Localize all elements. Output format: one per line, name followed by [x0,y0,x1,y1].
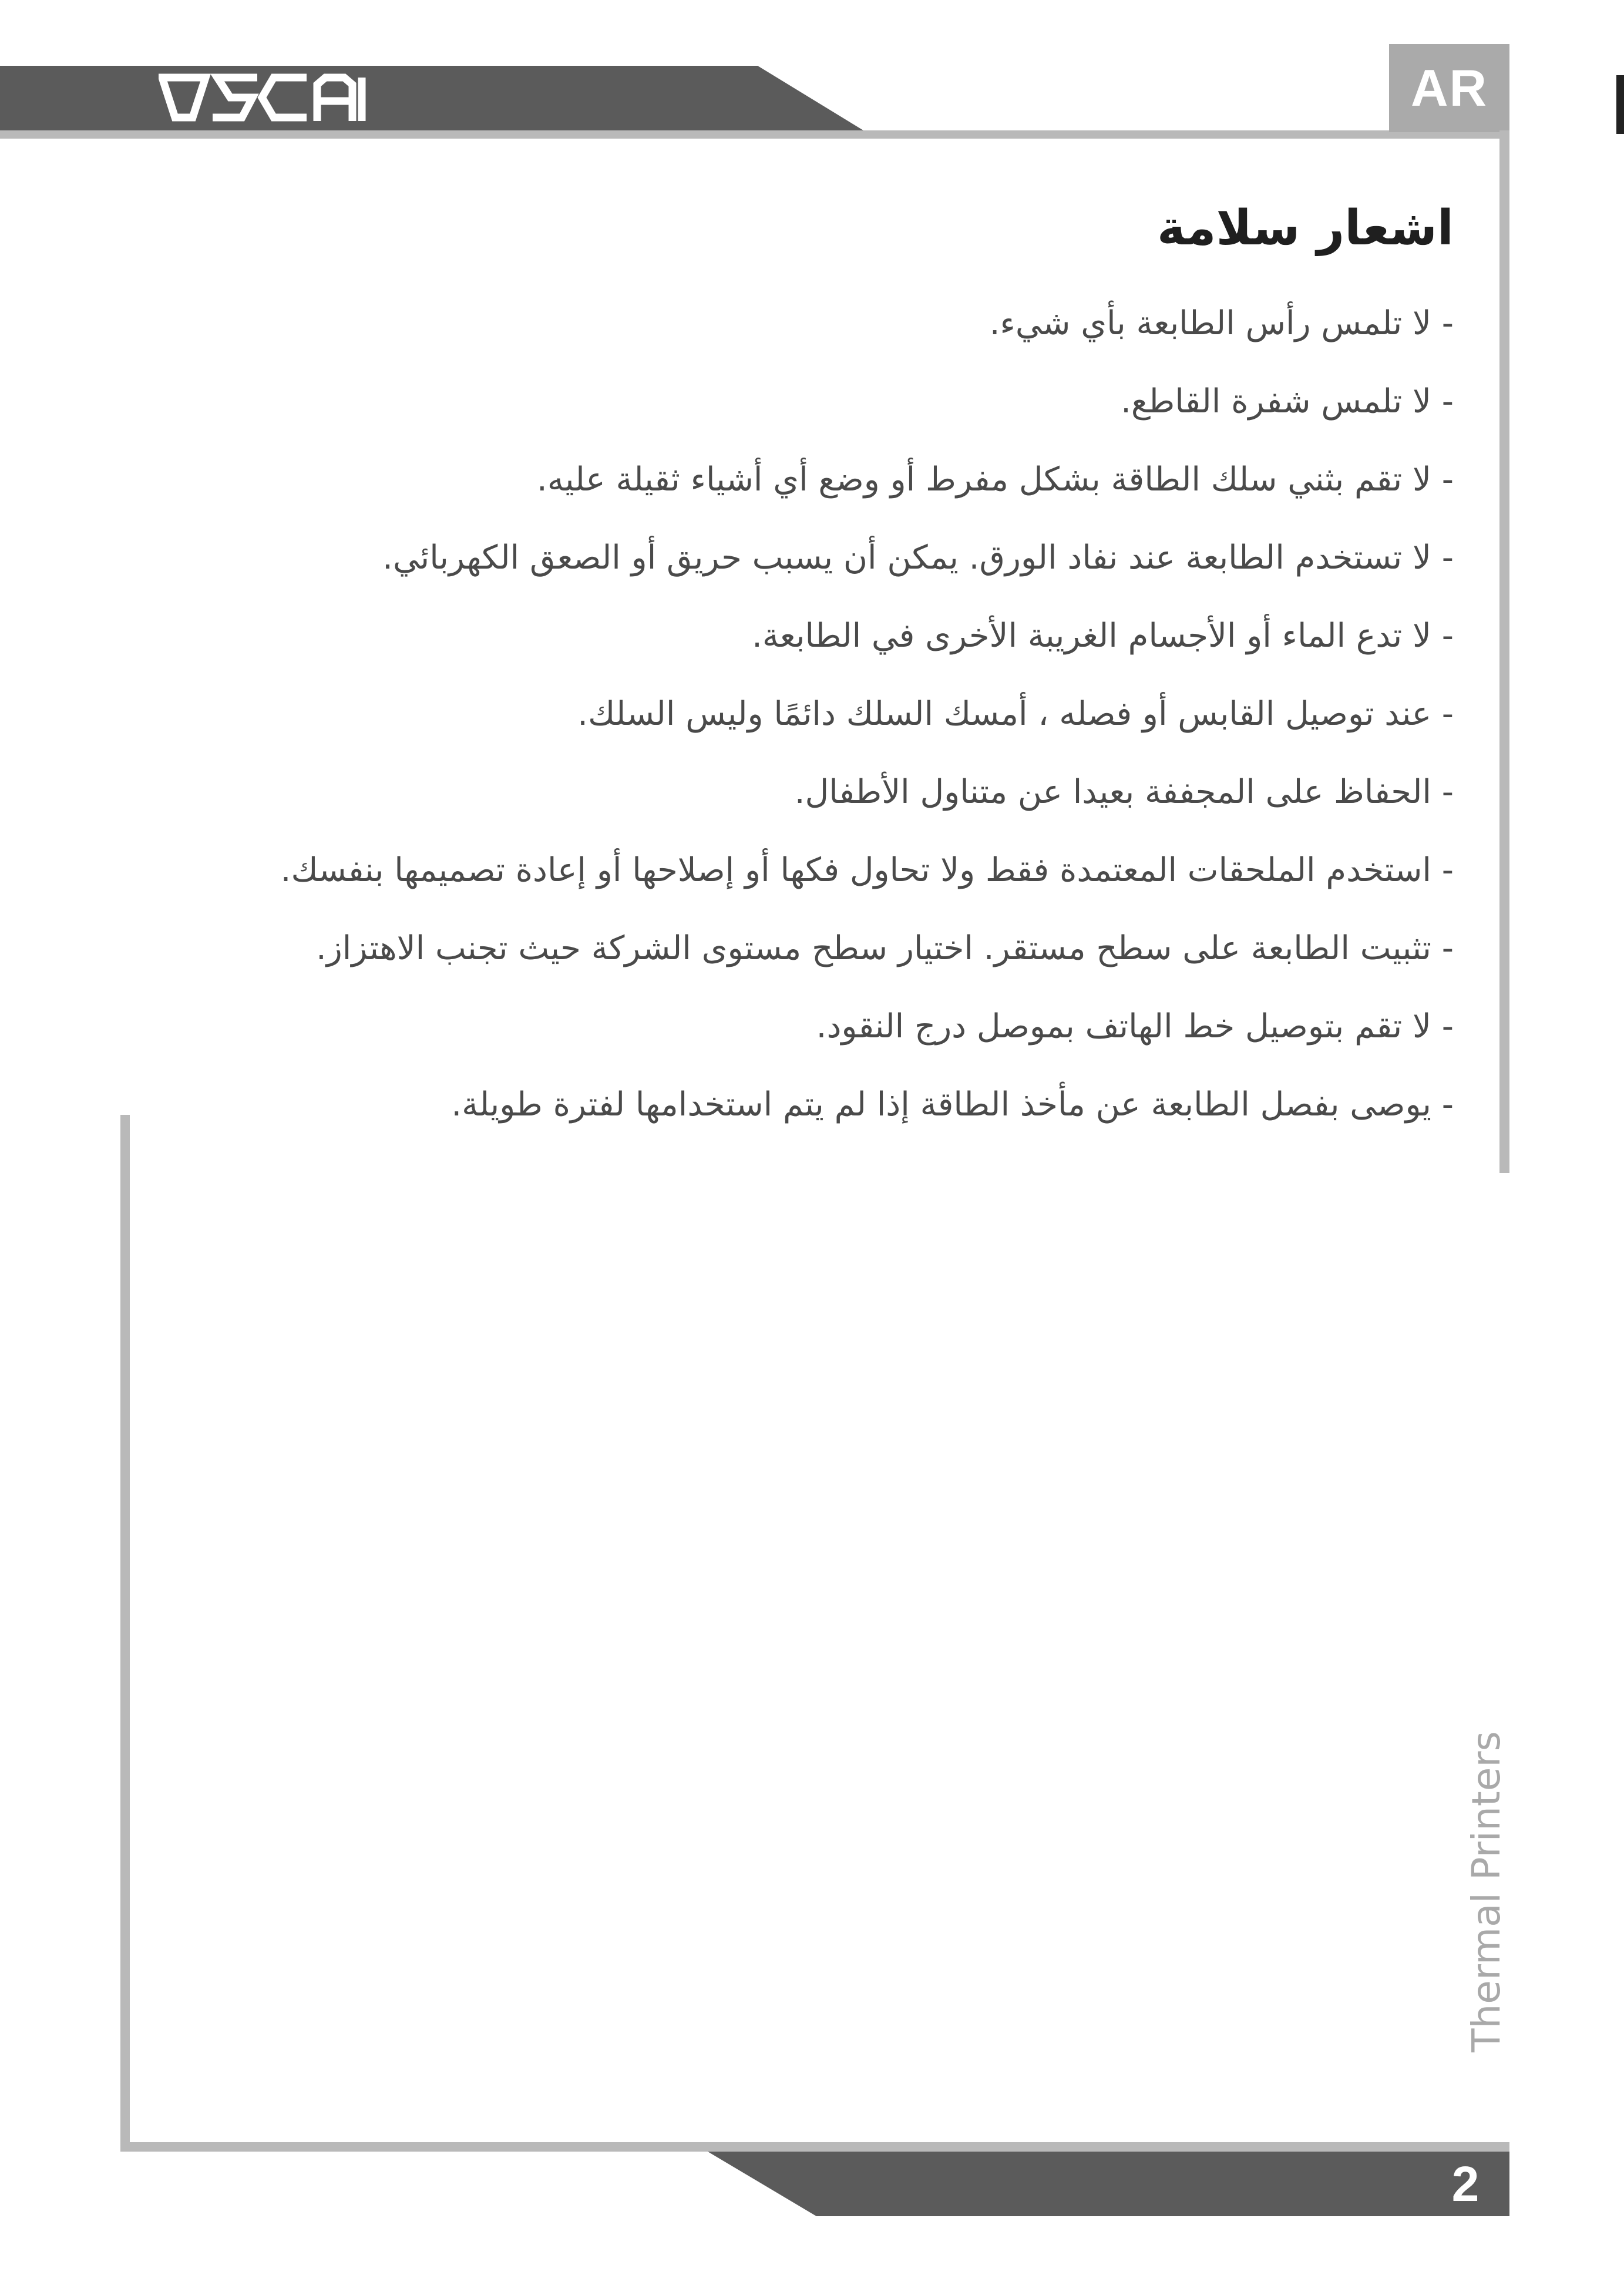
list-item: - لا تلمس شفرة القاطع. [1121,382,1454,421]
side-label [1451,1715,1521,2068]
right-frame-rule [1499,130,1509,1173]
list-item: - لا تدع الماء أو الأجسام الغريبة الأخرى في الطابعة. [752,617,1454,656]
safety-notice-section [176,200,1454,1144]
side-label-text: Thermal Printers [1463,1730,1509,2052]
list-item: - تثبيت الطابعة على سطح مستقر. اختيار سطح مستوى الشركة حيث تجنب الاهتزاز. [315,929,1454,968]
edge-mark [1616,75,1624,134]
list-item: - لا تقم بثني سلك الطاقة بشكل مفرط أو وضع أي أشياء ثقيلة عليه. [537,461,1454,499]
header-band [0,66,863,130]
list-item: - لا تستخدم الطابعة عند نفاد الورق. يمكن أن يسبب حريق أو الصعق الكهربائي. [382,539,1454,577]
footer-band [708,2152,1509,2216]
oscar-logo [159,70,370,125]
page-title: اشعار سلامة [1157,200,1454,256]
list-item: - لا تقم بتوصيل خط الهاتف بموصل درج النقود. [816,1007,1454,1046]
language-badge: AR [1389,44,1509,132]
list-item: - استخدم الملحقات المعتمدة فقط ولا تحاول فكها أو إصلاحها أو إعادة تصميمها بنفسك. [280,851,1454,890]
list-item: - يوصى بفصل الطابعة عن مأخذ الطاقة إذا لم يتم استخدامها لفترة طويلة. [451,1085,1454,1124]
list-item: - عند توصيل القابس أو فصله ، أمسك السلك دائمًا وليس السلك. [577,695,1454,734]
list-item: - لا تلمس رأس الطابعة بأي شيء. [989,304,1454,343]
safety-list [176,284,1454,1144]
header-underline [0,130,1509,139]
bottom-frame-rule [120,2142,1509,2152]
list-item: - الحفاظ على المجففة بعيدا عن متناول الأطفال. [794,773,1454,812]
left-frame-rule [120,1115,130,2152]
page-number: 2 [1451,2156,1480,2212]
